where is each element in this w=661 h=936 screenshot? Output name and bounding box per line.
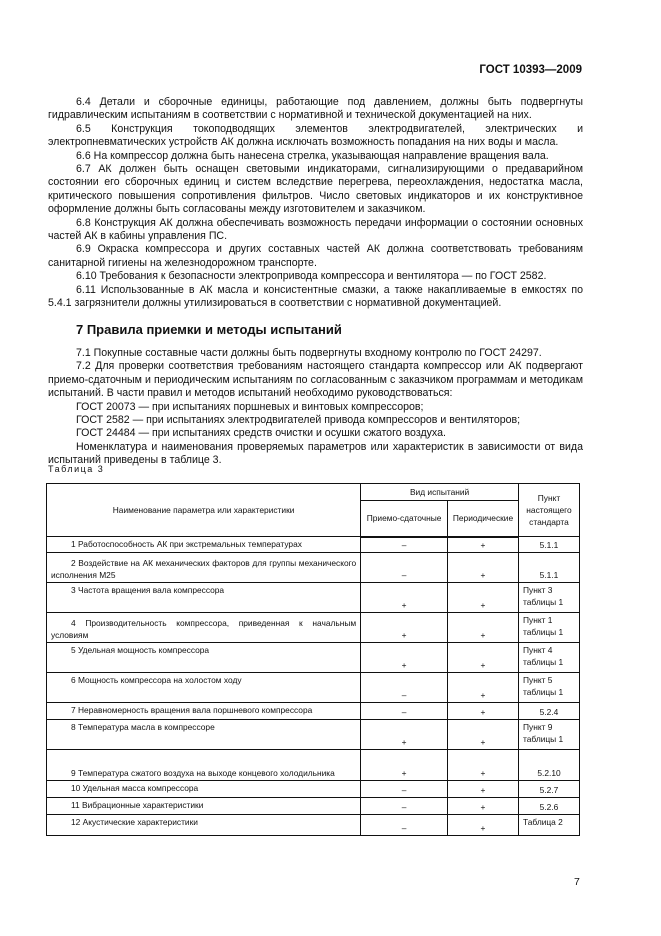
table-row bbox=[47, 815, 580, 836]
paragraph-7-2: 7.2 Для проверки соответствия требованиям настоящего стандарта компрессор или АК подвергают приемо-сдаточным и периодическим испытаниям по согласованным с заказчиком программам и методикам испытаний. В части правил и методов испытаний необходимо руководствоваться: bbox=[48, 360, 583, 400]
standard-clause: 5.1.1 bbox=[519, 537, 580, 553]
acceptance-test: – bbox=[361, 798, 448, 815]
gost-ref-20073: ГОСТ 20073 — при испытаниях поршневых и винтовых компрессоров; bbox=[76, 400, 424, 413]
periodic-test: + bbox=[448, 643, 519, 673]
acceptance-test: + bbox=[361, 583, 448, 613]
periodic-test: + bbox=[448, 583, 519, 613]
paragraph-nomenclature: Номенклатура и наименования проверяемых параметров или характеристик в зависимости от вида испытаний приведены в таблице 3. bbox=[48, 440, 583, 467]
standard-clause: 5.1.1 bbox=[519, 553, 580, 583]
periodic-test: + bbox=[448, 673, 519, 703]
standard-clause: Пункт 5 таблицы 1 bbox=[519, 673, 580, 703]
acceptance-test: + bbox=[361, 750, 448, 781]
table-row bbox=[47, 720, 580, 750]
standard-clause: Пункт 3 таблицы 1 bbox=[519, 583, 580, 613]
standard-clause: 5.2.6 bbox=[519, 798, 580, 815]
acceptance-test: – bbox=[361, 781, 448, 798]
header-clause: Пункт настоящего стандарта bbox=[519, 484, 580, 537]
acceptance-test: + bbox=[361, 613, 448, 643]
table-row bbox=[47, 703, 580, 720]
paragraph-6-9: 6.9 Окраска компрессора и других составных частей АК должна соответствовать требованиям санитарной гигиены на железнодорожном транспорте. bbox=[48, 243, 583, 269]
parameter-name: 1 Работоспособность АК при экстремальных температурах bbox=[47, 537, 361, 553]
table-row bbox=[47, 553, 580, 583]
periodic-test: + bbox=[448, 750, 519, 781]
periodic-test: + bbox=[448, 720, 519, 750]
table-3 bbox=[46, 483, 580, 836]
standard-clause: 5.2.4 bbox=[519, 703, 580, 720]
parameter-name: 2 Воздействие на АК механических факторов для группы механического исполнения М25 bbox=[47, 553, 361, 583]
gost-ref-24484: ГОСТ 24484 — при испытаниях средств очистки и осушки сжатого воздуха. bbox=[76, 427, 446, 440]
table-row bbox=[47, 643, 580, 673]
parameter-name: 12 Акустические характеристики bbox=[47, 815, 361, 836]
parameter-name: 4 Производительность компрессора, приведенная к начальным условиям bbox=[47, 613, 361, 643]
periodic-test: + bbox=[448, 781, 519, 798]
periodic-test: + bbox=[448, 553, 519, 583]
standard-clause: Пункт 4 таблицы 1 bbox=[519, 643, 580, 673]
header-test-type: Вид испытаний bbox=[361, 484, 519, 501]
periodic-test: + bbox=[448, 613, 519, 643]
table-row bbox=[47, 613, 580, 643]
table-row bbox=[47, 583, 580, 613]
standard-clause: 5.2.7 bbox=[519, 781, 580, 798]
paragraph-6-11: 6.11 Использованные в АК масла и консистентные смазки, а также накапливаемые в емкостях по 5.4.1 загрязнители должны утилизироваться в соответствии с нормативной документацией. bbox=[48, 283, 583, 310]
parameter-name: 6 Мощность компрессора на холостом ходу bbox=[47, 673, 361, 703]
parameter-name: 8 Температура масла в компрессоре bbox=[47, 720, 361, 750]
paragraph-6-10: 6.10 Требования к безопасности электропривода компрессора и вентилятора — по ГОСТ 2582. bbox=[76, 270, 547, 283]
acceptance-test: + bbox=[361, 643, 448, 673]
paragraph-6-8: 6.8 Конструкция АК должна обеспечивать возможность передачи информации о состоянии основных частей АК в кабины управления ПС. bbox=[48, 216, 583, 243]
gost-ref-2582: ГОСТ 2582 — при испытаниях электродвигателей привода компрессоров и вентиляторов; bbox=[76, 413, 521, 426]
paragraph-6-4: 6.4 Детали и сборочные единицы, работающие под давлением, должны быть подвергнуты гидравлическим испытаниям в соответствии с нормативной и технической документацией на них. bbox=[48, 96, 583, 122]
table-caption: Таблица 3 bbox=[48, 464, 105, 474]
periodic-test: + bbox=[448, 703, 519, 720]
paragraph-6-6: 6.6 На компрессор должна быть нанесена стрелка, указывающая направление вращения вала. bbox=[76, 149, 549, 162]
parameter-name: 11 Вибрационные характеристики bbox=[47, 798, 361, 815]
table-row bbox=[47, 781, 580, 798]
acceptance-test: – bbox=[361, 703, 448, 720]
document-id: ГОСТ 10393—2009 bbox=[479, 64, 582, 76]
table-row bbox=[47, 537, 580, 553]
page-number: 7 bbox=[574, 876, 580, 888]
body-text bbox=[48, 96, 583, 468]
paragraph-6-5: 6.5 Конструкция токоподводящих элементов электродвигателей, электрических и электропневматических устройств АК должна исключать возможность попадания на них воды и масла. bbox=[48, 122, 583, 149]
standard-clause: Пункт 1 таблицы 1 bbox=[519, 613, 580, 643]
table-row bbox=[47, 673, 580, 703]
acceptance-test: – bbox=[361, 553, 448, 583]
section-7-heading: 7 Правила приемки и методы испытаний bbox=[76, 321, 342, 337]
standard-clause: Таблица 2 bbox=[519, 815, 580, 836]
parameter-name: 7 Неравномерность вращения вала поршневого компрессора bbox=[47, 703, 361, 720]
parameter-name: 5 Удельная мощность компрессора bbox=[47, 643, 361, 673]
periodic-test: + bbox=[448, 537, 519, 553]
table-row bbox=[47, 750, 580, 781]
periodic-test: + bbox=[448, 815, 519, 836]
paragraph-7-1: 7.1 Покупные составные части должны быть подвергнуты входному контролю по ГОСТ 24297. bbox=[76, 346, 542, 359]
acceptance-test: + bbox=[361, 720, 448, 750]
periodic-test: + bbox=[448, 798, 519, 815]
standard-clause: 5.2.10 bbox=[519, 750, 580, 781]
header-periodic: Периодические bbox=[448, 501, 519, 537]
paragraph-6-7: 6.7 АК должен быть оснащен световыми индикаторами, сигнализирующими о предаварийном состоянии его сборочных единиц и систем вследствие перегрева, переохлаждения, недостатка масла, критического повышения сопротивления фильтров. Число световых индикаторов и их конструктивное оформление должны быть согласованы между изготовителем и заказчиком. bbox=[48, 163, 583, 216]
parameter-name: 10 Удельная масса компрессора bbox=[47, 781, 361, 798]
parameter-name: 9 Температура сжатого воздуха на выходе концевого холодильника bbox=[47, 750, 361, 781]
standard-clause: Пункт 9 таблицы 1 bbox=[519, 720, 580, 750]
acceptance-test: – bbox=[361, 537, 448, 553]
header-acceptance: Приемо-сдаточные bbox=[361, 501, 448, 537]
table-row bbox=[47, 798, 580, 815]
acceptance-test: – bbox=[361, 673, 448, 703]
acceptance-test: – bbox=[361, 815, 448, 836]
header-name: Наименование параметра или характеристики bbox=[47, 484, 361, 537]
parameter-name: 3 Частота вращения вала компрессора bbox=[47, 583, 361, 613]
